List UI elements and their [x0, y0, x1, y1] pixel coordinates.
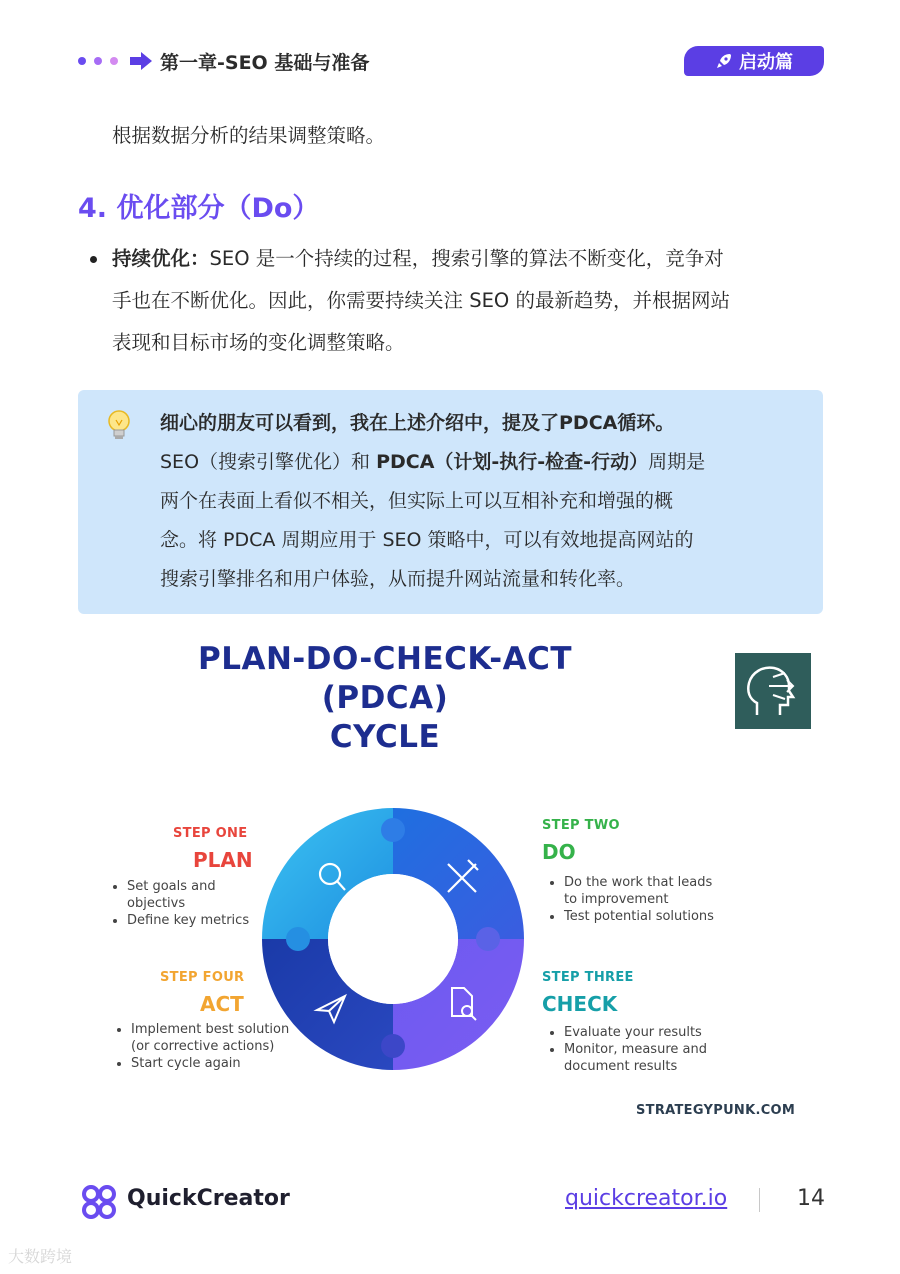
step-one-list	[113, 878, 267, 929]
section-badge	[684, 46, 824, 76]
callout-line-4: 念。将 PDCA 周期应用于 SEO 策略中，可以有效地提高网站的	[160, 529, 694, 551]
step-two-name: DO	[542, 840, 576, 864]
figure-source: STRATEGYPUNK.COM	[636, 1103, 796, 1118]
step-three-list	[550, 1024, 734, 1075]
page-number: 14	[797, 1186, 825, 1211]
callout-line-2-post: 周期是	[648, 451, 706, 473]
step-one-name: PLAN	[193, 848, 253, 872]
pdca-title-line-2: (PDCA)	[321, 680, 449, 716]
step-two-list	[550, 874, 724, 925]
pdca-title-line-1: PLAN-DO-CHECK-ACT	[197, 641, 572, 677]
list-item: • Evaluate your results	[564, 1024, 734, 1041]
section-title: 4. 优化部分（Do）	[78, 193, 320, 224]
head-arrows-icon	[735, 653, 811, 729]
step-four-list	[117, 1021, 291, 1072]
callout-line-2	[160, 443, 810, 482]
rocket-icon	[715, 52, 733, 70]
list-item: • Implement best solution (or corrective actions)	[131, 1021, 291, 1055]
dot-2	[94, 57, 102, 65]
callout-line-1: 细心的朋友可以看到，我在上述介绍中，提及了PDCA循环。	[160, 412, 675, 434]
footer-divider	[759, 1188, 760, 1212]
list-item: • Monitor, measure and document results	[564, 1041, 734, 1075]
callout-line-5: 搜索引擎排名和用户体验，从而提升网站流量和转化率。	[160, 568, 636, 590]
intro-line: 根据数据分析的结果调整策略。	[112, 124, 386, 147]
bullet-paragraph	[112, 238, 832, 364]
bullet-line-1: SEO 是一个持续的过程，搜索引擎的算法不断变化，竞争对	[209, 247, 724, 270]
step-three-label: STEP THREE	[542, 970, 634, 985]
quickcreator-logo-icon	[80, 1183, 118, 1221]
step-four-name: ACT	[200, 992, 244, 1016]
list-item: • Do the work that leads to improvement	[564, 874, 724, 908]
list-item: • Define key metrics	[127, 912, 267, 929]
pdca-title	[150, 640, 620, 757]
step-four-label: STEP FOUR	[160, 970, 245, 985]
bullet-line-3: 表现和目标市场的变化调整策略。	[112, 331, 405, 354]
callout-line-2-bold: PDCA（计划-执行-检查-行动）	[376, 451, 649, 473]
step-one-label: STEP ONE	[173, 826, 248, 841]
pdca-title-line-3: CYCLE	[329, 719, 441, 755]
site-link[interactable]: quickcreator.io	[565, 1186, 728, 1211]
corner-watermark: 大数跨境	[8, 1247, 73, 1266]
arrow-right-icon	[128, 50, 154, 72]
step-two-label: STEP TWO	[542, 818, 620, 833]
list-item: • Set goals and objectivs	[127, 878, 267, 912]
bullet-line-2: 手也在不断优化。因此，你需要持续关注 SEO 的最新趋势，并根据网站	[112, 289, 730, 312]
bullet-dot	[90, 256, 97, 263]
step-three-name: CHECK	[542, 992, 618, 1016]
pdca-wheel	[262, 808, 524, 1070]
callout-line-2-pre: SEO（搜索引擎优化）和	[160, 451, 377, 473]
lightbulb-icon	[104, 408, 134, 444]
dot-1	[78, 57, 86, 65]
list-item: • Test potential solutions	[564, 908, 724, 925]
brand-name: QuickCreator	[127, 1186, 290, 1211]
dot-3	[110, 57, 118, 65]
callout-line-3: 两个在表面上看似不相关，但实际上可以互相补充和增强的概	[160, 490, 674, 512]
badge-label: 启动篇	[739, 52, 793, 73]
chapter-title: 第一章-SEO 基础与准备	[160, 52, 370, 74]
header-dots	[78, 54, 118, 68]
list-item: • Start cycle again	[131, 1055, 291, 1072]
bullet-label: 持续优化：	[112, 247, 210, 270]
callout-text	[160, 404, 810, 599]
